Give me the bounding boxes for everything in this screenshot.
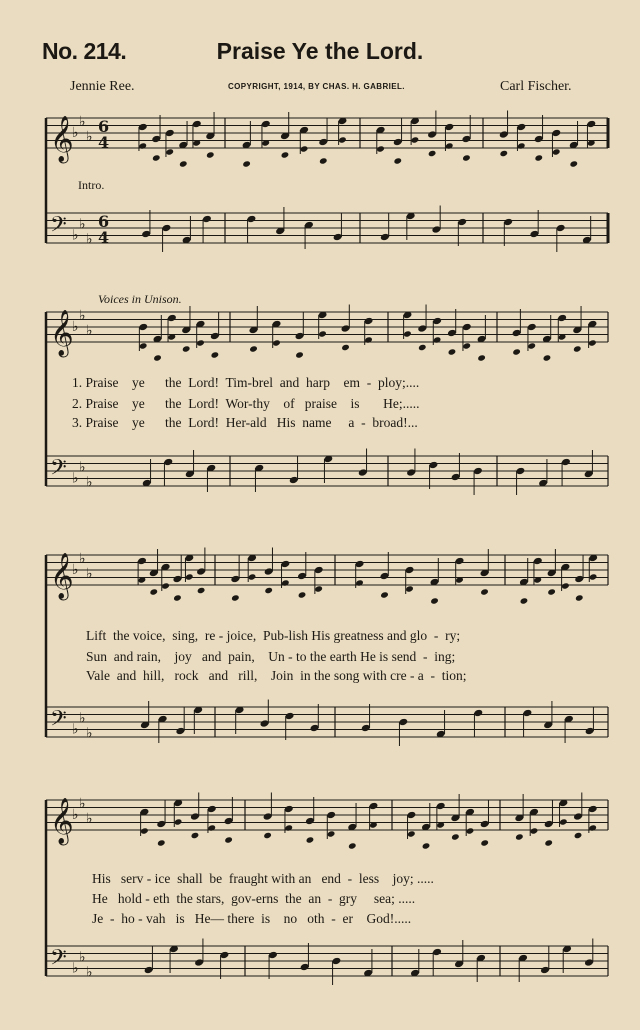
note-head bbox=[272, 339, 281, 346]
note-head bbox=[552, 148, 561, 155]
note-head bbox=[153, 354, 162, 361]
note-head bbox=[242, 160, 251, 167]
note-head bbox=[211, 351, 220, 358]
note-head bbox=[512, 348, 521, 355]
note-head bbox=[517, 142, 526, 149]
note-head bbox=[534, 154, 543, 161]
note-head bbox=[149, 588, 158, 595]
note-head bbox=[264, 587, 273, 594]
note-head bbox=[306, 836, 315, 843]
note-head bbox=[341, 344, 350, 351]
note-head bbox=[574, 832, 583, 839]
lyric-line-s2-v2: 2. Praise ye the Lord! Wor-thy of praise is He;..... bbox=[72, 396, 420, 411]
time-signature-bottom: 4 bbox=[98, 228, 110, 247]
flat-sign-icon: ♭ bbox=[72, 562, 79, 578]
note-head bbox=[405, 585, 414, 592]
note-head bbox=[527, 342, 536, 349]
note-head bbox=[499, 150, 508, 157]
note-head bbox=[480, 588, 489, 595]
author-credit: Jennie Ree. bbox=[70, 79, 135, 94]
note-head bbox=[348, 842, 357, 849]
note-head bbox=[281, 579, 290, 586]
note-head bbox=[588, 339, 597, 346]
note-head bbox=[448, 348, 457, 355]
hymn-title: Praise Ye the Lord. bbox=[216, 38, 424, 64]
note-head bbox=[589, 573, 598, 580]
note-head bbox=[428, 150, 437, 157]
note-head bbox=[139, 342, 148, 349]
note-head bbox=[407, 830, 416, 837]
note-head bbox=[174, 818, 183, 825]
time-signature-bottom: 4 bbox=[98, 133, 110, 152]
note-head bbox=[231, 594, 240, 601]
lyric-line-s4-v2: He hold - eth the stars, gov-erns the an - gry sea; ..... bbox=[92, 891, 416, 906]
lyric-line-s3-v3: Vale and hill, rock and rill, Join in the song with cre - a - tion; bbox=[86, 668, 467, 683]
note-head bbox=[248, 573, 257, 580]
flat-sign-icon: ♭ bbox=[86, 231, 93, 248]
note-head bbox=[249, 345, 258, 352]
note-head bbox=[411, 136, 420, 143]
bass-clef-icon: 𝄢 bbox=[50, 455, 67, 486]
note-head bbox=[543, 354, 552, 361]
lyric-line-s4-v3: Je - ho - vah is He— there is no oth - er God!..... bbox=[92, 911, 412, 926]
flat-sign-icon: ♭ bbox=[72, 807, 79, 823]
flat-sign-icon: ♭ bbox=[86, 474, 93, 491]
bass-clef-icon: 𝄢 bbox=[50, 945, 67, 976]
note-head bbox=[207, 824, 216, 831]
time-signature-top: 6 bbox=[98, 117, 110, 136]
note-head bbox=[263, 832, 272, 839]
flat-sign-icon: ♭ bbox=[79, 710, 86, 727]
note-head bbox=[451, 833, 460, 840]
note-head bbox=[364, 336, 373, 343]
note-head bbox=[196, 339, 205, 346]
bass-clef-icon: 𝄢 bbox=[50, 212, 67, 243]
note-head bbox=[300, 145, 309, 152]
note-head bbox=[573, 345, 582, 352]
note-head bbox=[314, 585, 323, 592]
note-head bbox=[466, 827, 475, 834]
note-head bbox=[544, 839, 553, 846]
note-head bbox=[284, 824, 293, 831]
lyric-line-s3-v1: Lift the voice, sing, re - joice, Pub-lish His greatness and glo - ry; bbox=[86, 628, 461, 643]
flat-sign-icon: ♭ bbox=[72, 227, 79, 244]
lyric-line-s2-v3: 3. Praise ye the Lord! Her-ald His name a - broad!... bbox=[72, 415, 418, 430]
note-head bbox=[515, 833, 524, 840]
note-head bbox=[559, 818, 568, 825]
lyric-line-s2-v1: 1. Praise ye the Lord! Tim-brel and harp em - ploy;.... bbox=[72, 375, 420, 390]
flat-sign-icon: ♭ bbox=[72, 125, 79, 141]
note-head bbox=[380, 591, 389, 598]
note-head bbox=[433, 336, 442, 343]
note-head bbox=[152, 154, 161, 161]
intro-marking: Intro. bbox=[78, 178, 105, 192]
note-head bbox=[295, 351, 304, 358]
hymn-number: No. 214. bbox=[42, 38, 127, 64]
note-head bbox=[182, 345, 191, 352]
note-head bbox=[281, 151, 290, 158]
treble-clef-icon: 𝄞 bbox=[50, 116, 74, 162]
note-head bbox=[197, 587, 206, 594]
copyright-notice: COPYRIGHT, 1914, BY CHAS. H. GABRIEL. bbox=[228, 82, 405, 91]
flat-sign-icon: ♭ bbox=[79, 795, 86, 812]
note-head bbox=[138, 142, 147, 149]
flat-sign-icon: ♭ bbox=[72, 721, 79, 738]
note-head bbox=[298, 591, 307, 598]
note-head bbox=[319, 157, 328, 164]
note-head bbox=[403, 330, 412, 337]
note-head bbox=[185, 573, 194, 580]
flat-sign-icon: ♭ bbox=[86, 964, 93, 981]
flat-sign-icon: ♭ bbox=[72, 319, 79, 335]
note-head bbox=[462, 154, 471, 161]
flat-sign-icon: ♭ bbox=[79, 307, 86, 324]
note-head bbox=[206, 151, 215, 158]
note-head bbox=[561, 582, 570, 589]
note-head bbox=[520, 597, 529, 604]
note-head bbox=[191, 832, 200, 839]
lyric-line-s3-v2: Sun and rain, joy and pain, Un - to the earth He is send - ing; bbox=[86, 649, 456, 664]
note-head bbox=[445, 142, 454, 149]
flat-sign-icon: ♭ bbox=[72, 960, 79, 977]
note-head bbox=[318, 330, 327, 337]
note-head bbox=[422, 842, 431, 849]
treble-clef-icon: 𝄞 bbox=[50, 798, 74, 844]
note-head bbox=[530, 827, 539, 834]
treble-clef-icon: 𝄞 bbox=[50, 553, 74, 599]
note-head bbox=[157, 839, 166, 846]
note-head bbox=[588, 824, 597, 831]
note-head bbox=[161, 582, 170, 589]
note-head bbox=[355, 579, 364, 586]
note-head bbox=[393, 157, 402, 164]
bass-clef-icon: 𝄢 bbox=[50, 706, 67, 737]
note-head bbox=[480, 839, 489, 846]
note-head bbox=[575, 594, 584, 601]
note-head bbox=[140, 827, 149, 834]
flat-sign-icon: ♭ bbox=[86, 565, 93, 582]
flat-sign-icon: ♭ bbox=[86, 128, 93, 145]
composer-credit: Carl Fischer. bbox=[500, 79, 572, 94]
note-head bbox=[547, 588, 556, 595]
note-head bbox=[477, 354, 486, 361]
flat-sign-icon: ♭ bbox=[79, 113, 86, 130]
flat-sign-icon: ♭ bbox=[79, 949, 86, 966]
flat-sign-icon: ♭ bbox=[79, 550, 86, 567]
note-head bbox=[569, 160, 578, 167]
note-head bbox=[338, 136, 347, 143]
flat-sign-icon: ♭ bbox=[86, 725, 93, 742]
note-head bbox=[430, 597, 439, 604]
note-head bbox=[376, 145, 385, 152]
flat-sign-icon: ♭ bbox=[86, 322, 93, 339]
lyric-line-s4-v1: His serv - ice shall be fraught with an end - less joy; ..... bbox=[92, 871, 434, 886]
note-head bbox=[327, 830, 336, 837]
note-head bbox=[179, 160, 188, 167]
note-head bbox=[462, 342, 471, 349]
note-head bbox=[173, 594, 182, 601]
flat-sign-icon: ♭ bbox=[79, 459, 86, 476]
note-head bbox=[224, 836, 233, 843]
flat-sign-icon: ♭ bbox=[79, 216, 86, 233]
time-signature-top: 6 bbox=[98, 212, 110, 231]
flat-sign-icon: ♭ bbox=[72, 470, 79, 487]
flat-sign-icon: ♭ bbox=[86, 810, 93, 827]
voices-in-unison-marking: Voices in Unison. bbox=[98, 292, 182, 306]
treble-clef-icon: 𝄞 bbox=[50, 310, 74, 356]
note-head bbox=[165, 148, 174, 155]
note-head bbox=[418, 344, 427, 351]
